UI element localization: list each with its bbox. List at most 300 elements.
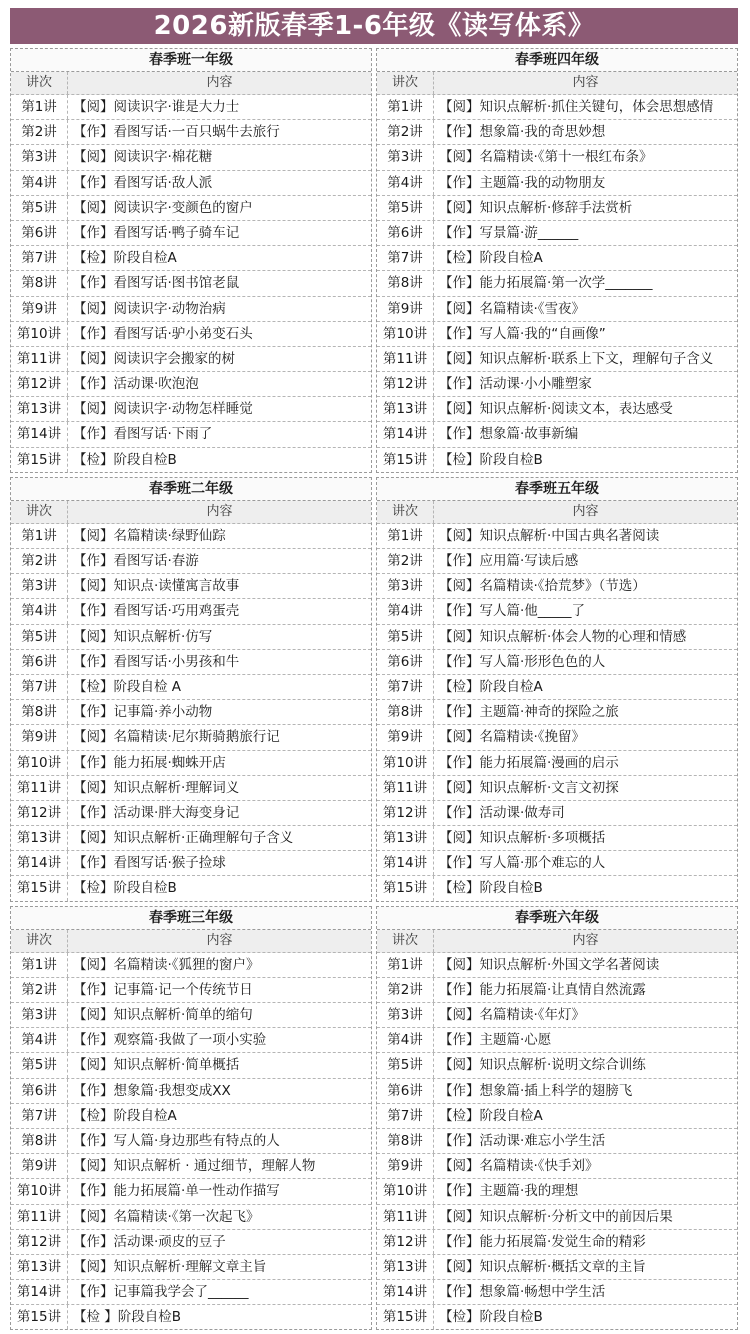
table-row (11, 1305, 371, 1329)
table-row (377, 196, 737, 221)
lesson-number: 第1讲 (11, 95, 68, 119)
table-header (377, 930, 737, 953)
table-row (377, 650, 737, 675)
table-row (11, 1104, 371, 1129)
lesson-number: 第3讲 (11, 574, 68, 598)
table-row (11, 221, 371, 246)
table-row (11, 1205, 371, 1230)
header-content: 内容 (572, 503, 599, 519)
lesson-content: 【阅】知识点解析·联系上下文，理解句子含义 (439, 350, 714, 367)
table-row (377, 599, 737, 624)
lesson-number: 第3讲 (377, 574, 434, 598)
header-content: 内容 (572, 932, 599, 948)
lesson-number: 第10讲 (11, 751, 68, 775)
lesson-number: 第8讲 (377, 700, 434, 724)
lesson-content: 【阅】名篇精读·《拾荒梦》（节选） (439, 578, 646, 595)
lesson-content: 【作】能力拓展篇·单一性动作描写 (73, 1183, 280, 1200)
table-row (11, 422, 371, 447)
table-row (11, 1003, 371, 1028)
lesson-content: 【阅】知识点解析·体会人物的心理和情感 (439, 628, 687, 645)
lesson-number: 第5讲 (11, 1053, 68, 1077)
lesson-number: 第5讲 (377, 1053, 434, 1077)
lesson-number: 第9讲 (11, 297, 68, 321)
lesson-content: 【阅】阅读识字·变颜色的窗户 (73, 199, 253, 216)
table-row (377, 574, 737, 599)
table-row (377, 1280, 737, 1305)
lesson-content: 【作】应用篇·写读后感 (439, 553, 579, 569)
lesson-content: 【作】能力拓展篇·第一次学_______ (439, 275, 653, 292)
lesson-content: 【阅】知识点·读懂寓言故事 (73, 578, 240, 595)
lesson-number: 第2讲 (11, 120, 68, 144)
lesson-number: 第11讲 (377, 1205, 434, 1229)
lesson-content: 【作】看图写话·猴子捡球 (73, 855, 226, 872)
table-row (377, 876, 737, 900)
lesson-number: 第7讲 (11, 675, 68, 699)
lesson-number: 第1讲 (11, 953, 68, 977)
table-row (377, 675, 737, 700)
lesson-content: 【阅】知识点解析·中国古典名著阅读 (439, 527, 660, 544)
lesson-content: 【作】想象篇·插上科学的翅膀飞 (439, 1082, 633, 1099)
table-row (11, 776, 371, 801)
lesson-content: 【检】阶段自检A (73, 1107, 177, 1124)
lesson-content: 【作】活动课·难忘小学生活 (439, 1132, 606, 1149)
lesson-content: 【作】活动课·吹泡泡 (73, 376, 199, 393)
table-row (377, 978, 737, 1003)
table-row (11, 448, 371, 472)
lesson-number: 第10讲 (377, 751, 434, 775)
lesson-number: 第15讲 (377, 448, 434, 472)
table-row (377, 347, 737, 372)
lesson-number: 第14讲 (377, 851, 434, 875)
grade-section (10, 906, 372, 1331)
lesson-number: 第15讲 (11, 876, 68, 900)
lesson-content: 【阅】知识点解析·修辞手法赏析 (439, 199, 633, 216)
lesson-number: 第11讲 (377, 776, 434, 800)
lesson-number: 第9讲 (377, 297, 434, 321)
lesson-content: 【作】看图写话·驴小弟变石头 (73, 325, 253, 342)
lesson-content: 【阅】知识点解析·简单的缩句 (73, 1007, 253, 1023)
lesson-content: 【作】写人篇·身边那些有特点的人 (73, 1132, 280, 1149)
lesson-number: 第7讲 (377, 1104, 434, 1128)
table-row (11, 953, 371, 978)
lesson-number: 第2讲 (377, 978, 434, 1002)
table-row (11, 549, 371, 574)
grade-section (376, 48, 738, 473)
table-row (377, 725, 737, 750)
table-row (377, 271, 737, 296)
lesson-number: 第3讲 (377, 1003, 434, 1027)
table-header (377, 72, 737, 95)
header-content: 内容 (206, 75, 233, 90)
table-row (377, 171, 737, 196)
lesson-number: 第10讲 (377, 1179, 434, 1203)
lesson-number: 第9讲 (377, 725, 434, 749)
lesson-content: 【作】想象篇·故事新编 (439, 426, 579, 443)
lesson-content: 【作】记事篇我学会了______ (73, 1284, 249, 1301)
table-row (377, 625, 737, 650)
table-row (11, 826, 371, 851)
table-row (377, 1003, 737, 1028)
table-row (11, 978, 371, 1003)
table-row (377, 221, 737, 246)
lesson-content: 【阅】知识点解析·分析文中的前因后果 (439, 1208, 673, 1225)
table-row (11, 574, 371, 599)
column-right (376, 48, 738, 1334)
lesson-number: 第2讲 (11, 549, 68, 573)
lesson-content: 【作】活动课·顽皮的豆子 (73, 1233, 226, 1250)
lesson-content: 【阅】知识点解析·理解文章主旨 (73, 1258, 267, 1275)
table-row (11, 876, 371, 900)
lesson-content: 【检】阶段自检A (439, 678, 543, 695)
lesson-content: 【检】阶段自检B (439, 1309, 543, 1326)
table-row (11, 1053, 371, 1078)
lesson-content: 【作】写人篇·形形色色的人 (439, 653, 606, 670)
lesson-number: 第14讲 (377, 1280, 434, 1304)
lesson-number: 第15讲 (377, 876, 434, 900)
table-row (11, 120, 371, 145)
lesson-number: 第4讲 (11, 171, 68, 195)
table-row (11, 801, 371, 826)
lesson-content: 【作】想象篇·我的奇思妙想 (439, 124, 606, 141)
lesson-number: 第13讲 (11, 1255, 68, 1279)
lesson-content: 【作】记事篇·养小动物 (73, 704, 213, 721)
lesson-content: 【阅】阅读识字·动物怎样睡觉 (73, 401, 253, 418)
lesson-number: 第12讲 (377, 372, 434, 396)
lesson-number: 第10讲 (11, 1179, 68, 1203)
lesson-number: 第6讲 (377, 221, 434, 245)
lesson-number: 第1讲 (377, 524, 434, 548)
lesson-content: 【作】主题篇·我的理想 (439, 1183, 579, 1200)
table-row (377, 397, 737, 422)
lesson-number: 第1讲 (11, 524, 68, 548)
header-lesson: 讲次 (377, 72, 434, 94)
section-title: 春季班二年级 (11, 478, 371, 501)
lesson-number: 第13讲 (377, 826, 434, 850)
lesson-number: 第14讲 (11, 422, 68, 446)
lesson-content: 【作】看图写话·敌人派 (73, 174, 213, 191)
table-row (377, 700, 737, 725)
lesson-number: 第11讲 (377, 347, 434, 371)
table-row (377, 801, 737, 826)
table-row (377, 1053, 737, 1078)
table-row (377, 1305, 737, 1329)
table-row (377, 776, 737, 801)
table-row (377, 145, 737, 170)
lesson-number: 第14讲 (377, 422, 434, 446)
table-row (11, 1179, 371, 1204)
lesson-number: 第11讲 (11, 1205, 68, 1229)
table-row (377, 751, 737, 776)
lesson-content: 【作】看图写话·小男孩和牛 (73, 653, 240, 670)
section-title: 春季班六年级 (377, 907, 737, 930)
lesson-content: 【作】能力拓展篇·让真情自然流露 (439, 981, 646, 998)
lesson-content: 【作】主题篇·心愿 (439, 1032, 552, 1049)
table-row (11, 1028, 371, 1053)
table-row (11, 246, 371, 271)
lesson-content: 【作】写景篇·游______ (439, 224, 579, 241)
table-row (11, 675, 371, 700)
lesson-number: 第7讲 (11, 1104, 68, 1128)
lesson-content: 【作】想象篇·我想变成XX (73, 1082, 231, 1099)
table-row (377, 372, 737, 397)
table-row (11, 145, 371, 170)
table-row (377, 1104, 737, 1129)
lesson-content: 【作】看图写话·下雨了 (73, 426, 213, 443)
section-title: 春季班三年级 (11, 907, 371, 930)
table-row (11, 1154, 371, 1179)
table-row (377, 826, 737, 851)
table-row (377, 422, 737, 447)
lesson-number: 第6讲 (11, 221, 68, 245)
table-row (377, 1205, 737, 1230)
table-row (11, 1129, 371, 1154)
table-row (11, 297, 371, 322)
lesson-content: 【阅】名篇精读·《挽留》 (439, 729, 586, 746)
lesson-content: 【作】写人篇·他_____了 (439, 603, 586, 620)
table-header (11, 930, 371, 953)
lesson-content: 【阅】知识点解析·简单概括 (73, 1057, 240, 1074)
lesson-number: 第8讲 (11, 700, 68, 724)
lesson-number: 第7讲 (11, 246, 68, 270)
header-content: 内容 (206, 503, 233, 519)
lesson-content: 【作】主题篇·神奇的探险之旅 (439, 704, 619, 721)
lesson-number: 第12讲 (377, 801, 434, 825)
lesson-number: 第12讲 (11, 801, 68, 825)
grade-section (10, 48, 372, 473)
lesson-number: 第7讲 (377, 675, 434, 699)
table-row (11, 625, 371, 650)
table-row (377, 1230, 737, 1255)
header-lesson: 讲次 (11, 501, 68, 523)
lesson-number: 第10讲 (11, 322, 68, 346)
lesson-content: 【检】阶段自检B (439, 880, 543, 897)
lesson-content: 【检】阶段自检B (73, 880, 177, 897)
lesson-number: 第9讲 (11, 725, 68, 749)
table-row (11, 196, 371, 221)
table-row (11, 171, 371, 196)
lesson-number: 第11讲 (11, 347, 68, 371)
lesson-number: 第8讲 (377, 271, 434, 295)
lesson-number: 第2讲 (11, 978, 68, 1002)
table-row (11, 347, 371, 372)
lesson-content: 【作】能力拓展·蜘蛛开店 (73, 754, 226, 771)
table-row (11, 851, 371, 876)
header-lesson: 讲次 (377, 501, 434, 523)
lesson-content: 【作】能力拓展篇·漫画的启示 (439, 754, 619, 771)
grade-section (10, 477, 372, 902)
table-row (11, 599, 371, 624)
lesson-number: 第13讲 (377, 397, 434, 421)
lesson-number: 第7讲 (377, 246, 434, 270)
lesson-content: 【作】主题篇·我的动物朋友 (439, 174, 606, 191)
lesson-content: 【检】阶段自检B (73, 451, 177, 468)
lesson-content: 【阅】名篇精读·《年灯》 (439, 1007, 586, 1023)
lesson-content: 【阅】知识点解析·说明文综合训练 (439, 1057, 646, 1074)
table-row (11, 725, 371, 750)
table-row (377, 322, 737, 347)
table-row (377, 1028, 737, 1053)
grade-section (376, 477, 738, 902)
grade-section (376, 906, 738, 1331)
table-row (377, 246, 737, 271)
lesson-number: 第6讲 (11, 1079, 68, 1103)
lesson-content: 【阅】知识点解析·概括文章的主旨 (439, 1258, 646, 1275)
table-row (11, 1255, 371, 1280)
table-row (11, 1079, 371, 1104)
lesson-content: 【检】阶段自检 A (73, 678, 182, 695)
header-lesson: 讲次 (11, 72, 68, 94)
table-row (377, 448, 737, 472)
lesson-number: 第14讲 (11, 1280, 68, 1304)
lesson-content: 【作】写人篇·我的“自画像” (439, 325, 606, 342)
lesson-number: 第1讲 (377, 95, 434, 119)
lesson-number: 第8讲 (377, 1129, 434, 1153)
lesson-content: 【作】想象篇·畅想中学生活 (439, 1284, 606, 1301)
lesson-number: 第12讲 (11, 372, 68, 396)
table-row (11, 95, 371, 120)
lesson-content: 【阅】名篇精读·《第一次起飞》 (73, 1208, 260, 1225)
table-row (377, 1079, 737, 1104)
table-row (377, 1154, 737, 1179)
header-lesson: 讲次 (377, 930, 434, 952)
table-row (11, 1230, 371, 1255)
lesson-number: 第15讲 (11, 1305, 68, 1329)
lesson-content: 【阅】阅读识字·动物治病 (73, 300, 226, 317)
table-header (377, 501, 737, 524)
table-row (11, 1280, 371, 1305)
table-row (11, 372, 371, 397)
lesson-content: 【阅】知识点解析·抓住关键句，体会思想感情 (439, 99, 714, 115)
lesson-content: 【阅】知识点解析·理解词义 (73, 779, 240, 796)
table-row (377, 524, 737, 549)
lesson-content: 【阅】阅读识字·谁是大力士 (73, 99, 240, 115)
lesson-number: 第13讲 (377, 1255, 434, 1279)
lesson-number: 第5讲 (11, 625, 68, 649)
lesson-number: 第3讲 (377, 145, 434, 169)
lesson-number: 第4讲 (11, 1028, 68, 1052)
page-title: 2026新版春季1-6年级《读写体系》 (10, 8, 738, 44)
table-row (377, 120, 737, 145)
lesson-number: 第13讲 (11, 826, 68, 850)
lesson-content: 【阅】知识点解析 · 通过细节，理解人物 (73, 1158, 316, 1175)
lesson-content: 【阅】名篇精读·《雪夜》 (439, 300, 586, 317)
lesson-content: 【作】看图写话·一百只蜗牛去旅行 (73, 124, 280, 141)
lesson-number: 第6讲 (377, 1079, 434, 1103)
lesson-number: 第6讲 (377, 650, 434, 674)
lesson-number: 第8讲 (11, 271, 68, 295)
lesson-content: 【作】活动课·小小雕塑家 (439, 376, 592, 393)
lesson-content: 【检 】阶段自检B (73, 1309, 182, 1326)
lesson-content: 【阅】名篇精读·绿野仙踪 (73, 527, 226, 544)
lesson-content: 【阅】名篇精读·《狐狸的窗户》 (73, 956, 260, 973)
lesson-number: 第15讲 (11, 448, 68, 472)
table-row (377, 1179, 737, 1204)
lesson-number: 第4讲 (377, 1028, 434, 1052)
table-row (377, 1129, 737, 1154)
lesson-content: 【检】阶段自检A (439, 250, 543, 267)
lesson-content: 【阅】知识点解析·正确理解句子含义 (73, 830, 294, 847)
lesson-number: 第2讲 (377, 549, 434, 573)
table-row (11, 751, 371, 776)
lesson-content: 【作】活动课·做寿司 (439, 804, 565, 821)
lesson-content: 【阅】知识点解析·阅读文本，表达感受 (439, 401, 673, 418)
lesson-content: 【阅】名篇精读·《快手刘》 (439, 1158, 599, 1175)
lesson-number: 第12讲 (377, 1230, 434, 1254)
lesson-number: 第11讲 (11, 776, 68, 800)
lesson-number: 第4讲 (377, 171, 434, 195)
lesson-content: 【阅】知识点解析·文言文初探 (439, 779, 619, 796)
column-left (10, 48, 372, 1334)
table-row (11, 524, 371, 549)
lesson-content: 【作】观察篇·我做了一项小实验 (73, 1032, 267, 1049)
lesson-content: 【阅】知识点解析·外国文学名著阅读 (439, 956, 660, 973)
lesson-content: 【阅】名篇精读·《第十一根红布条》 (439, 149, 653, 166)
header-content: 内容 (572, 75, 599, 90)
lesson-number: 第5讲 (377, 625, 434, 649)
table-row (377, 851, 737, 876)
table-row (11, 397, 371, 422)
lesson-number: 第10讲 (377, 322, 434, 346)
lesson-number: 第2讲 (377, 120, 434, 144)
table-row (377, 549, 737, 574)
lesson-number: 第13讲 (11, 397, 68, 421)
table-row (377, 953, 737, 978)
table-header (11, 501, 371, 524)
lesson-number: 第9讲 (11, 1154, 68, 1178)
lesson-number: 第12讲 (11, 1230, 68, 1254)
lesson-content: 【作】写人篇·那个难忘的人 (439, 855, 606, 872)
lesson-content: 【阅】阅读识字会搬家的树 (73, 350, 235, 367)
lesson-content: 【检】阶段自检A (73, 250, 177, 267)
lesson-content: 【检】阶段自检A (439, 1107, 543, 1124)
lesson-content: 【阅】知识点解析·仿写 (73, 628, 213, 645)
lesson-content: 【作】看图写话·图书馆老鼠 (73, 275, 240, 292)
table-row (11, 322, 371, 347)
lesson-number: 第4讲 (377, 599, 434, 623)
lesson-number: 第3讲 (11, 145, 68, 169)
table-row (11, 271, 371, 296)
lesson-number: 第6讲 (11, 650, 68, 674)
lesson-content: 【作】看图写话·巧用鸡蛋壳 (73, 603, 240, 620)
lesson-content: 【作】记事篇·记一个传统节日 (73, 981, 253, 998)
lesson-number: 第4讲 (11, 599, 68, 623)
table-row (377, 297, 737, 322)
lesson-content: 【作】看图写话·春游 (73, 553, 199, 569)
table-row (377, 95, 737, 120)
lesson-number: 第14讲 (11, 851, 68, 875)
table-row (11, 700, 371, 725)
lesson-content: 【阅】阅读识字·棉花糖 (73, 149, 213, 166)
lesson-content: 【作】活动课·胖大海变身记 (73, 804, 240, 821)
lesson-content: 【作】看图写话·鸭子骑车记 (73, 224, 240, 241)
table-header (11, 72, 371, 95)
section-title: 春季班一年级 (11, 49, 371, 72)
table-row (377, 1255, 737, 1280)
section-title: 春季班四年级 (377, 49, 737, 72)
lesson-content: 【检】阶段自检B (439, 451, 543, 468)
table-row (11, 650, 371, 675)
lesson-number: 第3讲 (11, 1003, 68, 1027)
lesson-content: 【作】能力拓展篇·发觉生命的精彩 (439, 1233, 646, 1250)
lesson-number: 第8讲 (11, 1129, 68, 1153)
lesson-number: 第1讲 (377, 953, 434, 977)
lesson-content: 【阅】知识点解析·多项概括 (439, 830, 606, 847)
section-title: 春季班五年级 (377, 478, 737, 501)
header-lesson: 讲次 (11, 930, 68, 952)
header-content: 内容 (206, 932, 233, 948)
lesson-number: 第5讲 (11, 196, 68, 220)
lesson-number: 第5讲 (377, 196, 434, 220)
